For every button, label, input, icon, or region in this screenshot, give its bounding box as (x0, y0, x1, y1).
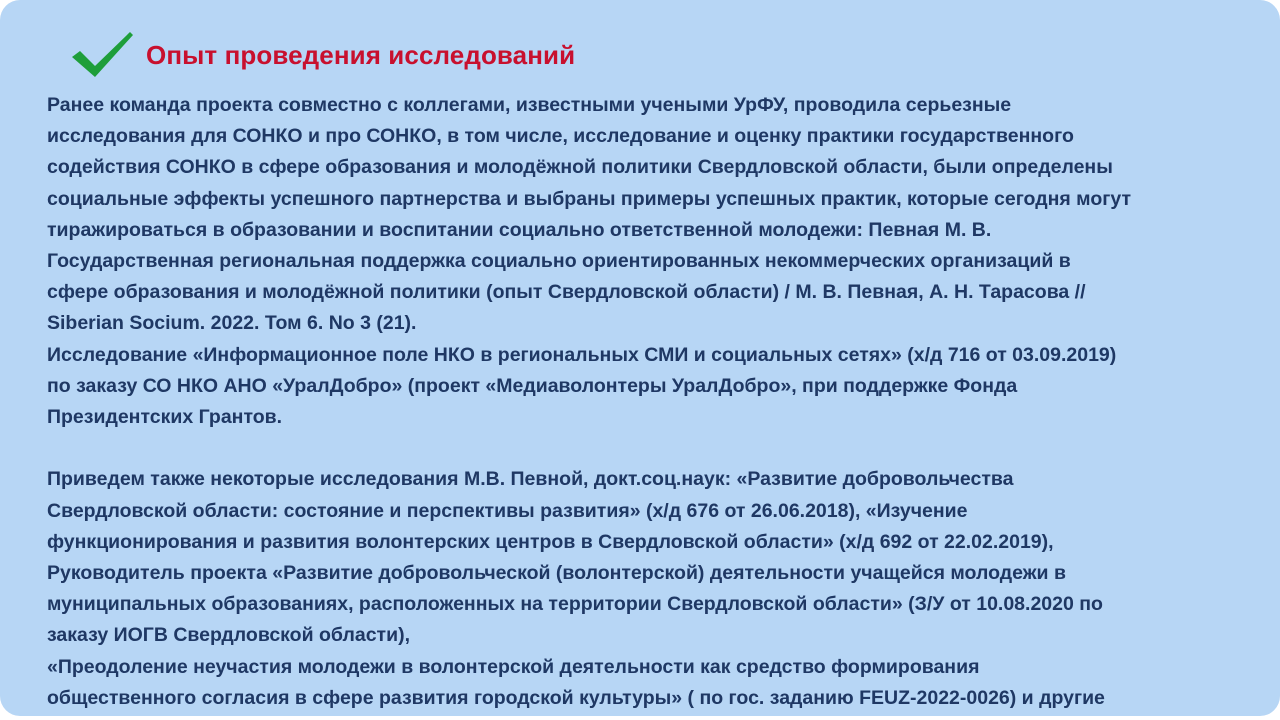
text-line: Исследование «Информационное поле НКО в региональных СМИ и социальных сетях» (х/д 716 от 03.09.2019) (47, 343, 1117, 366)
paragraph-spacer (47, 433, 1262, 464)
text-line: Ранее команда проекта совместно с коллегами, известными учеными УрФУ, проводила серьезные (47, 94, 1012, 116)
text-line: заказу ИОГВ Свердловской области), (47, 624, 410, 647)
body-text (47, 90, 1262, 714)
text-line: социальные эффекты успешного партнерства и выбраны примеры успешных практик, которые сегодня могут (47, 187, 1132, 210)
text-line: функционирования и развития волонтерских центров в Свердловской области» (х/д 692 от 22.02.2019), (47, 530, 1054, 553)
text-line: тиражироваться в образовании и воспитании социально ответственной молодежи: Певная М. В. (47, 218, 992, 241)
header (70, 30, 575, 80)
text-line: Руководитель проекта «Развитие добровольческой (волонтерской) деятельности учащейся молодежи в (47, 562, 1066, 585)
text-line: Свердловской области: состояние и перспективы развития» (х/д 676 от 26.06.2018), «Изучение (47, 499, 968, 522)
text-line: по заказу СО НКО АНО «УралДобро» (проект «Медиаволонтеры УралДобро», при поддержке Фонда (47, 374, 1018, 397)
checkmark-icon (70, 30, 134, 80)
text-line: Президентских Грантов. (47, 406, 283, 429)
text-line: «Преодоление неучастия молодежи в волонтерской деятельности как средство формирования (47, 655, 980, 678)
text-line: Siberian Socium. 2022. Том 6. No 3 (21). (47, 312, 417, 335)
page-title: Опыт проведения исследований (146, 39, 576, 70)
text-line: Государственная региональная поддержка социально ориентированных некоммерческих организаций в (47, 250, 1071, 273)
text-line: муниципальных образованиях, расположенных на территории Свердловской области» (З/У от 10.08.2020 по (47, 593, 1103, 616)
text-line: содействия СОНКО в сфере образования и молодёжной политики Свердловской области, были определены (47, 156, 1113, 179)
text-line: общественного согласия в сфере развития городской культуры» ( по гос. заданию FEUZ-2022-0026) и другие (47, 686, 1105, 709)
text-line: Приведем также некоторые исследования М.В. Певной, докт.соц.наук: «Развитие добровольчества (47, 468, 1014, 491)
text-line: сфере образования и молодёжной политики (опыт Свердловской области) / М. В. Певная, А. Н. Тарасова // (47, 281, 1086, 304)
text-line: исследования для СОНКО и про СОНКО, в том числе, исследование и оценку практики государственного (47, 125, 1074, 148)
